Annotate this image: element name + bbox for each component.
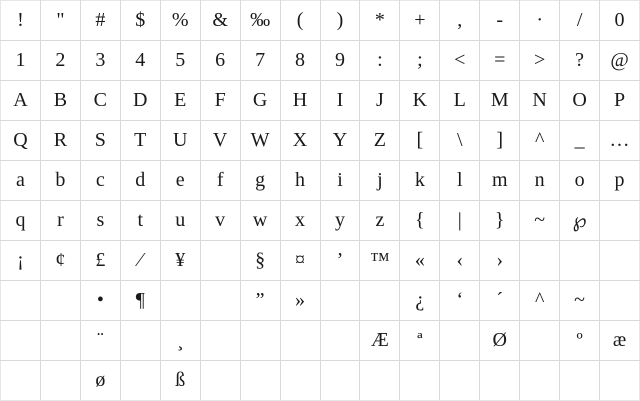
glyph-cell[interactable]: -	[480, 1, 520, 41]
glyph-cell[interactable]: W	[240, 121, 280, 161]
glyph-cell[interactable]: 6	[200, 41, 240, 81]
glyph-cell[interactable]: h	[280, 161, 320, 201]
glyph-cell[interactable]: +	[400, 1, 440, 41]
glyph-cell[interactable]: c	[80, 161, 120, 201]
glyph-cell[interactable]: "	[40, 1, 80, 41]
glyph-cell[interactable]	[560, 361, 600, 401]
glyph-cell[interactable]	[240, 321, 280, 361]
glyph-row	[1, 81, 640, 121]
glyph-row	[1, 321, 640, 361]
glyph-cell[interactable]: ?	[560, 41, 600, 81]
glyph-cell[interactable]: ¿	[400, 281, 440, 321]
glyph-cell[interactable]: Y	[320, 121, 360, 161]
glyph-cell[interactable]: [	[400, 121, 440, 161]
glyph-cell[interactable]: ø	[80, 361, 120, 401]
glyph-cell[interactable]: 3	[80, 41, 120, 81]
glyph-cell[interactable]: ~	[520, 201, 560, 241]
glyph-cell[interactable]	[480, 361, 520, 401]
glyph-cell[interactable]: 8	[280, 41, 320, 81]
glyph-cell[interactable]: ¸	[160, 321, 200, 361]
glyph-cell[interactable]: r	[40, 201, 80, 241]
glyph-cell[interactable]: \	[440, 121, 480, 161]
glyph-cell[interactable]: G	[240, 81, 280, 121]
glyph-cell[interactable]: k	[400, 161, 440, 201]
glyph-cell[interactable]: v	[200, 201, 240, 241]
glyph-cell[interactable]: f	[200, 161, 240, 201]
glyph-cell[interactable]: a	[1, 161, 41, 201]
glyph-cell[interactable]: Z	[360, 121, 400, 161]
glyph-cell[interactable]: ]	[480, 121, 520, 161]
glyph-cell[interactable]: ´	[480, 281, 520, 321]
glyph-cell[interactable]: P	[600, 81, 640, 121]
glyph-cell[interactable]: ”	[240, 281, 280, 321]
glyph-cell[interactable]: !	[1, 1, 41, 41]
glyph-cell[interactable]: ¢	[40, 241, 80, 281]
glyph-cell[interactable]: m	[480, 161, 520, 201]
glyph-cell[interactable]: 9	[320, 41, 360, 81]
glyph-row	[1, 361, 640, 401]
glyph-cell[interactable]: g	[240, 161, 280, 201]
glyph-cell[interactable]	[600, 241, 640, 281]
glyph-cell[interactable]: ‰	[240, 1, 280, 41]
glyph-cell[interactable]: K	[400, 81, 440, 121]
glyph-cell[interactable]: w	[240, 201, 280, 241]
glyph-cell[interactable]	[360, 281, 400, 321]
glyph-cell[interactable]	[120, 321, 160, 361]
glyph-cell[interactable]: ß	[160, 361, 200, 401]
glyph-cell[interactable]	[40, 281, 80, 321]
glyph-cell[interactable]	[200, 321, 240, 361]
glyph-cell[interactable]: T	[120, 121, 160, 161]
glyph-cell[interactable]	[40, 361, 80, 401]
glyph-cell[interactable]: p	[600, 161, 640, 201]
glyph-cell[interactable]: º	[560, 321, 600, 361]
glyph-cell[interactable]	[120, 361, 160, 401]
glyph-cell[interactable]: _	[560, 121, 600, 161]
glyph-cell[interactable]: æ	[600, 321, 640, 361]
glyph-cell[interactable]: ‹	[440, 241, 480, 281]
glyph-cell[interactable]	[320, 361, 360, 401]
glyph-cell[interactable]	[1, 321, 41, 361]
glyph-cell[interactable]: ¥	[160, 241, 200, 281]
glyph-cell[interactable]	[200, 241, 240, 281]
glyph-cell[interactable]	[200, 281, 240, 321]
glyph-cell[interactable]: y	[320, 201, 360, 241]
glyph-cell[interactable]: |	[440, 201, 480, 241]
glyph-cell[interactable]	[400, 361, 440, 401]
glyph-cell[interactable]: ·	[520, 1, 560, 41]
glyph-cell[interactable]: >	[520, 41, 560, 81]
glyph-cell[interactable]: }	[480, 201, 520, 241]
glyph-cell[interactable]: <	[440, 41, 480, 81]
glyph-cell[interactable]	[360, 361, 400, 401]
glyph-cell[interactable]: I	[320, 81, 360, 121]
glyph-cell[interactable]: ¨	[80, 321, 120, 361]
glyph-cell[interactable]: ’	[320, 241, 360, 281]
glyph-cell[interactable]: &	[200, 1, 240, 41]
glyph-cell[interactable]: z	[360, 201, 400, 241]
glyph-cell[interactable]: ›	[480, 241, 520, 281]
glyph-cell[interactable]: ~	[560, 281, 600, 321]
glyph-row	[1, 1, 640, 41]
glyph-cell[interactable]: =	[480, 41, 520, 81]
glyph-row	[1, 201, 640, 241]
glyph-cell[interactable]: q	[1, 201, 41, 241]
glyph-cell[interactable]	[440, 321, 480, 361]
glyph-cell[interactable]: R	[40, 121, 80, 161]
glyph-row	[1, 161, 640, 201]
glyph-cell[interactable]	[1, 281, 41, 321]
glyph-cell[interactable]: £	[80, 241, 120, 281]
glyph-row	[1, 281, 640, 321]
glyph-cell[interactable]	[1, 361, 41, 401]
glyph-cell[interactable]: @	[600, 41, 640, 81]
glyph-cell[interactable]: N	[520, 81, 560, 121]
glyph-cell[interactable]: »	[280, 281, 320, 321]
glyph-cell[interactable]: ™	[360, 241, 400, 281]
glyph-row	[1, 41, 640, 81]
glyph-cell[interactable]	[520, 321, 560, 361]
glyph-cell[interactable]	[520, 361, 560, 401]
glyph-cell[interactable]: o	[560, 161, 600, 201]
glyph-cell[interactable]: E	[160, 81, 200, 121]
glyph-cell[interactable]	[320, 321, 360, 361]
glyph-cell[interactable]: «	[400, 241, 440, 281]
glyph-cell[interactable]	[440, 361, 480, 401]
glyph-cell[interactable]: M	[480, 81, 520, 121]
glyph-cell[interactable]: j	[360, 161, 400, 201]
glyph-cell[interactable]: 5	[160, 41, 200, 81]
glyph-cell[interactable]	[600, 361, 640, 401]
glyph-cell[interactable]: b	[40, 161, 80, 201]
glyph-cell[interactable]: t	[120, 201, 160, 241]
glyph-cell[interactable]: ⁄	[120, 241, 160, 281]
glyph-cell[interactable]: i	[320, 161, 360, 201]
glyph-cell[interactable]	[160, 281, 200, 321]
glyph-cell[interactable]: ‘	[440, 281, 480, 321]
glyph-cell[interactable]: ^	[520, 121, 560, 161]
glyph-cell[interactable]	[40, 321, 80, 361]
glyph-cell[interactable]: *	[360, 1, 400, 41]
glyph-cell[interactable]: )	[320, 1, 360, 41]
glyph-cell[interactable]: §	[240, 241, 280, 281]
glyph-cell[interactable]: 0	[600, 1, 640, 41]
glyph-cell[interactable]: ª	[400, 321, 440, 361]
glyph-cell[interactable]: x	[280, 201, 320, 241]
glyph-cell[interactable]: s	[80, 201, 120, 241]
glyph-cell[interactable]: ^	[520, 281, 560, 321]
glyph-row	[1, 241, 640, 281]
glyph-cell[interactable]: :	[360, 41, 400, 81]
glyph-cell[interactable]: H	[280, 81, 320, 121]
glyph-cell[interactable]	[560, 241, 600, 281]
glyph-cell[interactable]: X	[280, 121, 320, 161]
glyph-cell[interactable]: %	[160, 1, 200, 41]
glyph-cell[interactable]: $	[120, 1, 160, 41]
glyph-cell[interactable]: 1	[1, 41, 41, 81]
glyph-cell[interactable]	[200, 361, 240, 401]
glyph-cell[interactable]: C	[80, 81, 120, 121]
glyph-cell[interactable]: D	[120, 81, 160, 121]
glyph-cell[interactable]: l	[440, 161, 480, 201]
glyph-cell[interactable]: n	[520, 161, 560, 201]
glyph-cell[interactable]: d	[120, 161, 160, 201]
glyph-cell[interactable]	[240, 361, 280, 401]
glyph-cell[interactable]: 4	[120, 41, 160, 81]
glyph-cell[interactable]: U	[160, 121, 200, 161]
glyph-cell[interactable]: …	[600, 121, 640, 161]
glyph-cell[interactable]: •	[80, 281, 120, 321]
glyph-cell[interactable]: e	[160, 161, 200, 201]
glyph-cell[interactable]: 7	[240, 41, 280, 81]
glyph-cell[interactable]: B	[40, 81, 80, 121]
glyph-cell[interactable]: ¡	[1, 241, 41, 281]
glyph-cell[interactable]: A	[1, 81, 41, 121]
glyph-cell[interactable]: O	[560, 81, 600, 121]
glyph-cell[interactable]	[600, 281, 640, 321]
glyph-cell[interactable]: ;	[400, 41, 440, 81]
glyph-cell[interactable]: S	[80, 121, 120, 161]
glyph-cell[interactable]	[600, 201, 640, 241]
glyph-cell[interactable]: L	[440, 81, 480, 121]
glyph-cell[interactable]: F	[200, 81, 240, 121]
glyph-cell[interactable]: ¤	[280, 241, 320, 281]
glyph-cell[interactable]: u	[160, 201, 200, 241]
glyph-cell[interactable]: (	[280, 1, 320, 41]
glyph-cell[interactable]: Ø	[480, 321, 520, 361]
glyph-cell[interactable]: V	[200, 121, 240, 161]
glyph-cell[interactable]: Q	[1, 121, 41, 161]
glyph-cell[interactable]	[520, 241, 560, 281]
glyph-cell[interactable]: ¶	[120, 281, 160, 321]
glyph-cell[interactable]: ℘	[560, 201, 600, 241]
glyph-cell[interactable]: 2	[40, 41, 80, 81]
glyph-cell[interactable]: {	[400, 201, 440, 241]
glyph-cell[interactable]	[280, 321, 320, 361]
glyph-cell[interactable]: Æ	[360, 321, 400, 361]
glyph-cell[interactable]	[320, 281, 360, 321]
glyph-cell[interactable]: J	[360, 81, 400, 121]
glyph-row	[1, 121, 640, 161]
glyph-cell[interactable]: /	[560, 1, 600, 41]
glyph-cell[interactable]: ,	[440, 1, 480, 41]
glyph-cell[interactable]	[280, 361, 320, 401]
glyph-cell[interactable]: #	[80, 1, 120, 41]
glyph-map-body	[1, 1, 640, 401]
